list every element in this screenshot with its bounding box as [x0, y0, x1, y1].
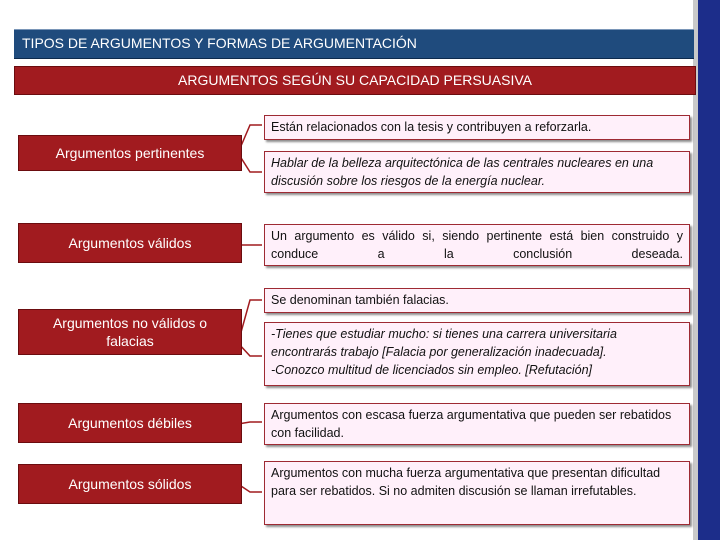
example-falacias: [264, 322, 690, 386]
description-validos: [264, 224, 690, 266]
description-text: Argumentos con escasa fuerza argumentativa que pueden ser rebatidos con facilidad.: [271, 408, 672, 440]
page-title: TIPOS DE ARGUMENTOS Y FORMAS DE ARGUMENTACIÓN: [22, 35, 417, 51]
category-label: Argumentos sólidos: [68, 476, 192, 492]
description-debiles: [264, 403, 690, 445]
section-header: ARGUMENTOS SEGÚN SU CAPACIDAD PERSUASIVA: [14, 66, 696, 95]
description-text: Argumentos con mucha fuerza argumentativa que presentan dificultad para ser rebatidos. Si no admiten discusión se llaman irrefutables.: [271, 466, 661, 498]
example-text: -Tienes que estudiar mucho: si tienes una carrera universitaria encontrarás trabajo [Falacia por generalización inadecuada].: [271, 327, 617, 359]
category-label: Argumentos débiles: [68, 415, 192, 431]
description-text: Un argumento es válido si, siendo pertinente está bien construido y conduce a la conclusión deseada.: [271, 229, 683, 261]
description-text: Se denominan también falacias.: [271, 293, 449, 307]
category-pertinentes: [18, 135, 242, 171]
description-falacias: [264, 288, 690, 313]
description-pertinentes: [264, 115, 690, 140]
category-label: Argumentos no válidos o falacias: [52, 315, 208, 349]
category-validos: [18, 223, 242, 263]
example-pertinentes: [264, 151, 690, 193]
category-falacias: [18, 309, 242, 355]
description-solidos: [264, 461, 690, 525]
category-label: Argumentos pertinentes: [55, 145, 205, 161]
example-text: -Conozco multitud de licenciados sin empleo. [Refutación]: [271, 363, 593, 377]
category-debiles: [18, 403, 242, 443]
example-text: Hablar de la belleza arquitectónica de las centrales nucleares en una discusión sobre los riesgos de la energía nuclear.: [271, 156, 654, 188]
category-label: Argumentos válidos: [68, 235, 192, 251]
description-text: Están relacionados con la tesis y contribuyen a reforzarla.: [271, 120, 592, 134]
category-solidos: [18, 464, 242, 504]
